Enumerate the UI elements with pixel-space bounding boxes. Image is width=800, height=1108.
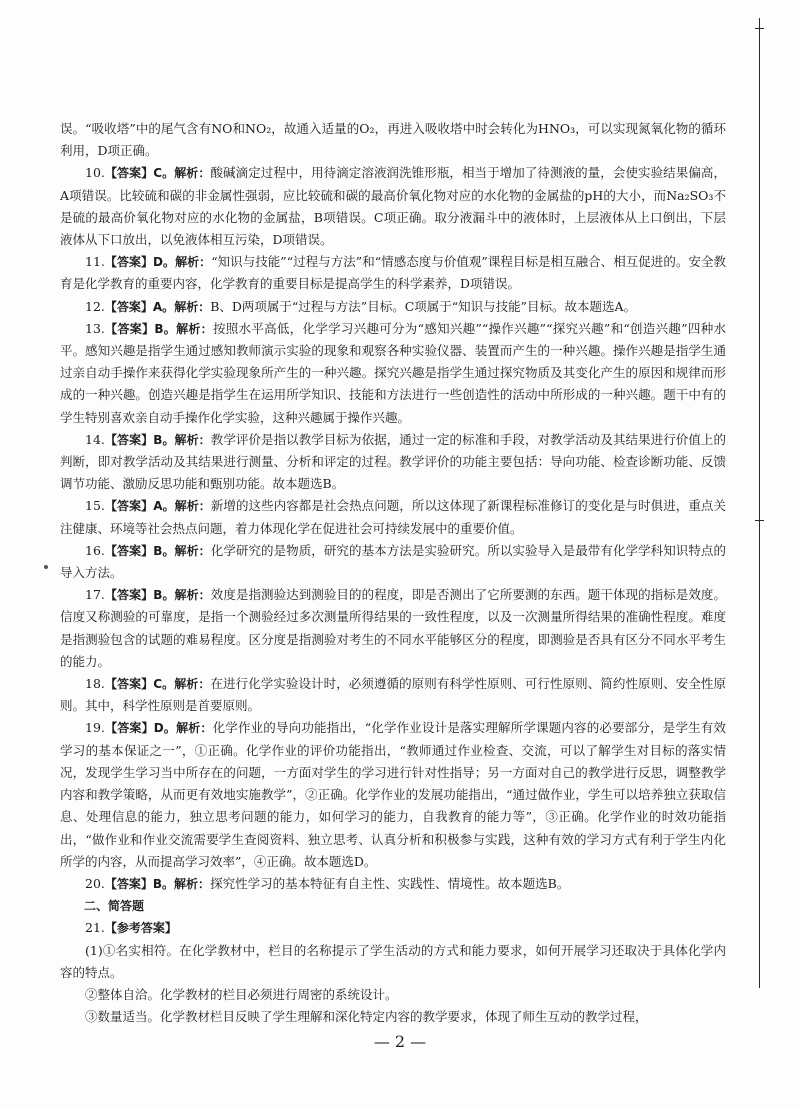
scan-border-tick [755,28,764,29]
analysis-text: 酸碱滴定过程中，用待滴定溶液润洗锥形瓶，相当于增加了待测液的量，会使实验结果偏高，A项错误。比较硫和碳的非金属性强弱，应比较硫和碳的最高价氧化物对应的水化物的金属盐的pH的大小，而Na₂SO₃不是硫的最高价氧化物对应的水化物的金属盐，B项错误。C项正确。取分液漏斗中的液体时，上层液体从上口倒出，下层液体从下口放出，以免液体相互污染，D项错误。 [60,165,726,248]
question-number: 12. [85,298,105,314]
question-number: 16. [85,542,105,558]
scan-border-tick [755,520,764,521]
question-number: 11. [85,254,105,270]
page-number: — 2 — [373,1032,427,1051]
analysis-text: 探究性学习的基本特征有自主性、实践性、情境性。故本题选B。 [210,875,570,891]
analysis-text: 新增的这些内容都是社会热点问题，所以这体现了新课程标准修订的变化是与时俱进，重点关注健康、环境等社会热点问题，着力体现化学在促进社会可持续发展中的重要价值。 [60,498,726,536]
analysis-label: 解析： [175,255,212,270]
answer-12 [60,296,726,318]
question-number: 20. [85,875,105,891]
question-number: 18. [85,676,105,692]
analysis-text: 化学作业的导向功能指出，“化学作业设计是落实理解所学课题内容的必要部分，是学生有效学习的基本保证之一”，①正确。化学作业的评价功能指出，“教师通过作业检查、交流，可以了解学生对目标的落实情况，发现学生学习当中所存在的问题，一方面对学生的学习进行针对性指导；另一方面对自己的教学进行反思，调整教学内容和教学策略，从而更有效地实施教学”，②正确。化学作业的发展功能指出，“通过做作业，学生可以培养独立获取信息、处理信息的能力，独立思考问题的能力，如何学习的能力，自我教育的能力等”，③正确。化学作业的时效功能指出，“做作业和作业交流需要学生查阅资料、独立思考、认真分析和积极参与实践，这种有效的学习方式有利于学生内化所学的内容，从而提高学习效率”，④正确。故本题选D。 [60,720,726,869]
paragraph-continued: 误。“吸收塔”中的尾气含有NO和NO₂，故通入适量的O₂，再进入吸收塔中时会转化为HNO₃，可以实现氮氧化物的循环利用，D项正确。 [60,121,726,159]
answer-label: 【答案】B。 [104,543,175,558]
analysis-label: 解析： [174,299,211,314]
answer-label: 【答案】B。 [104,876,175,891]
analysis-label: 解析： [174,543,211,558]
analysis-label: 解析： [174,677,211,692]
answer-21 [60,917,726,939]
analysis-label: 解析： [174,876,211,891]
analysis-text: “知识与技能”“过程与方法”和“情感态度与价值观”课程目标是相互融合、相互促进的。安全教育是化学教育的重要内容，化学教育的重要目标是提高学生的科学素养，D项错误。 [60,254,726,292]
question-number: 19. [85,720,105,736]
answer-21-point-2: ②整体自洽。化学教材的栏目必须进行周密的系统设计。 [85,986,398,1002]
answer-label: 【答案】A。 [104,299,175,314]
answer-17 [60,584,726,673]
analysis-text: 在进行化学实验设计时，必须遵循的原则有科学性原则、可行性原则、简约性原则、安全性原则。其中，科学性原则是首要原则。 [60,676,726,714]
answer-13 [60,318,726,429]
analysis-label: 解析： [176,721,213,736]
scan-border-line [759,18,760,988]
answer-label: 【答案】B。 [104,588,175,603]
answer-21-point-3: ③数量适当。化学教材栏目反映了学生理解和深化特定内容的教学要求，体现了师生互动的教学过程， [85,1009,648,1025]
answer-14 [60,429,726,496]
analysis-text: 教学评价是指以教学目标为依据，通过一定的标准和手段，对教学活动及其结果进行价值上的判断，即对教学活动及其结果进行测量、分析和评定的过程。教学评价的功能主要包括：导向功能、检查诊断功能、反馈调节功能、激励反思功能和甄别功能。故本题选B。 [60,431,726,492]
answer-label: 【答案】D。 [104,255,176,270]
answer-16 [60,540,726,584]
question-number: 21. [85,920,105,936]
analysis-label: 解析： [176,321,213,336]
question-number: 17. [85,587,105,603]
analysis-label: 解析： [174,432,211,447]
answer-10 [60,162,726,251]
answer-label: 【答案】C。 [104,166,175,181]
answer-21-point-1: (1)①名实相符。在化学教材中，栏目的名称提示了学生活动的方式和能力要求，如何开展学习还取决于具体化学内容的特点。 [60,942,726,980]
answer-label: 【答案】C。 [104,677,175,692]
section-heading: 二、简答题 [84,899,145,914]
reference-answer-label: 【参考答案】 [104,921,177,936]
analysis-text: 按照水平高低，化学学习兴趣可分为“感知兴趣”“操作兴趣”“探究兴趣”和“创造兴趣”四种水平。感知兴趣是指学生通过感知教师演示实验的现象和观察各种实验仪器、装置而产生的一种兴趣。操作兴趣是指学生通过亲自动手操作来获得化学实验现象所产生的一种兴趣。探究兴趣是指学生通过探究物质及其变化产生的原因和规律而形成的一种兴趣。创造兴趣是指学生在运用所学知识、技能和方法进行一些创造性的活动中所形成的一种兴趣。题干中有的学生特别喜欢亲自动手操作化学实验，这种兴趣属于操作兴趣。 [60,320,726,425]
question-number: 10. [85,165,105,181]
analysis-text: 化学研究的是物质，研究的基本方法是实验研究。所以实验导入是最带有化学学科知识特点的导入方法。 [60,542,726,581]
answer-label: 【答案】B。 [104,432,175,447]
answer-label: 【答案】A。 [104,499,175,514]
answer-label: 【答案】D。 [104,721,177,736]
answer-18 [60,673,726,717]
question-number: 14. [85,431,105,447]
analysis-label: 解析： [174,588,211,603]
analysis-text: 效度是指测验达到测验目的的程度，即是否测出了它所要测的东西。题干体现的指标是效度。信度又称测验的可靠度，是指一个测验经过多次测量所得结果的一致性程度，以及一次测量所得结果的准确性程度。难度是指测验包含的试题的难易程度。区分度是指测验对考生的不同水平能够区分的程度，即测验是否具有区分不同水平考生的能力。 [60,587,726,669]
question-number: 15. [85,498,105,514]
answer-15 [60,495,726,539]
question-number: 13. [85,320,105,336]
answer-11 [60,251,726,295]
analysis-label: 解析： [174,166,211,181]
answer-20 [60,873,726,895]
scan-mark [44,565,48,569]
analysis-label: 解析： [174,499,211,514]
answer-label: 【答案】B。 [104,321,177,336]
answer-19 [60,717,726,872]
analysis-text: B、D两项属于“过程与方法”目标。C项属于“知识与技能”目标。故本题选A。 [210,298,637,314]
page-content [60,118,726,1028]
